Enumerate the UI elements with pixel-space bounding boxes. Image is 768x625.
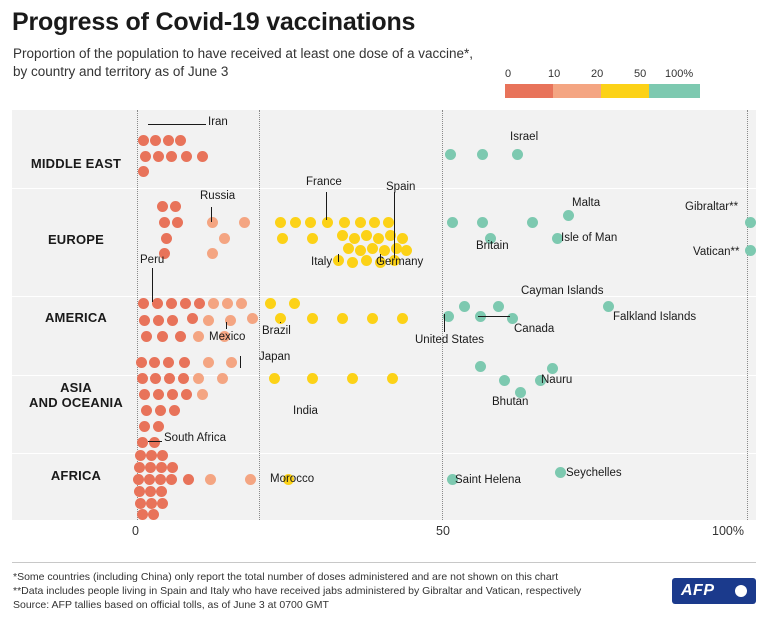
footer-divider: [12, 562, 756, 563]
legend-tick-labels: [505, 68, 700, 83]
x-axis-label-100: 100%: [712, 524, 744, 538]
data-point: [475, 361, 486, 372]
data-point: [152, 298, 163, 309]
data-point: [208, 298, 219, 309]
afp-logo-dot: [735, 585, 747, 597]
callout-brazil: Brazil: [262, 325, 291, 337]
legend-tick-20: 20: [591, 68, 604, 80]
footnote-1: *Some countries (including China) only report the total number of doses administered and are not shown on this chart: [13, 571, 559, 583]
data-point: [135, 498, 146, 509]
data-point: [355, 245, 366, 256]
data-point: [307, 373, 318, 384]
data-point: [163, 135, 174, 146]
data-point: [193, 373, 204, 384]
data-point: [197, 389, 208, 400]
data-point: [477, 217, 488, 228]
footnote-source: Source: AFP tallies based on official tolls, as of June 3 at 0700 GMT: [13, 599, 329, 611]
data-point: [277, 233, 288, 244]
data-point: [155, 474, 166, 485]
data-point: [163, 357, 174, 368]
callout-france: France: [306, 176, 342, 188]
leader-line-mexico: [226, 322, 227, 329]
legend-tick-10: 10: [548, 68, 561, 80]
data-point: [265, 298, 276, 309]
band-label-asia: ASIA: [60, 380, 92, 395]
data-point: [157, 331, 168, 342]
band-label-oceania: AND OCEANIA: [29, 395, 123, 410]
data-point-malta: [563, 210, 574, 221]
callout-seychelles: Seychelles: [566, 467, 622, 479]
data-point: [355, 217, 366, 228]
data-point: [170, 201, 181, 212]
afp-logo: [672, 578, 756, 604]
data-point: [183, 474, 194, 485]
callout-germany: Germany: [376, 256, 424, 268]
data-point: [180, 298, 191, 309]
data-point: [139, 315, 150, 326]
band-separator: [12, 375, 756, 376]
data-point: [219, 233, 230, 244]
data-point: [369, 217, 380, 228]
footnotes: [13, 570, 633, 612]
leader-line-spain: [394, 192, 395, 258]
data-point: [157, 201, 168, 212]
data-point: [383, 217, 394, 228]
data-point-cayman-islands: [493, 301, 504, 312]
data-point: [307, 313, 318, 324]
data-point: [289, 298, 300, 309]
callout-israel: Israel: [510, 131, 539, 143]
data-point: [361, 255, 372, 266]
data-point: [245, 474, 256, 485]
data-point: [137, 509, 148, 520]
data-point: [343, 243, 354, 254]
gridline-100: [747, 110, 749, 520]
data-point: [139, 389, 150, 400]
data-point: [181, 389, 192, 400]
callout-spain: Spain: [386, 181, 416, 193]
data-point: [141, 405, 152, 416]
data-point: [247, 313, 258, 324]
data-point: [337, 313, 348, 324]
leader-line-brazil: [280, 322, 281, 323]
data-point: [397, 233, 408, 244]
data-point: [134, 486, 145, 497]
leader-line-japan: [240, 356, 241, 368]
data-point: [145, 462, 156, 473]
legend-swatch-10-20: [553, 84, 601, 98]
data-point: [137, 373, 148, 384]
data-point-nauru: [547, 363, 558, 374]
data-point: [135, 450, 146, 461]
data-point: [153, 151, 164, 162]
data-point: [193, 331, 204, 342]
legend-swatch-0-10: [505, 84, 553, 98]
data-point: [146, 498, 157, 509]
data-point: [187, 313, 198, 324]
legend-tick-100: 100%: [665, 68, 694, 80]
band-label-asia-oceania: [16, 380, 136, 410]
data-point: [155, 405, 166, 416]
afp-logo-text: AFP: [681, 582, 715, 599]
data-point: [167, 315, 178, 326]
data-point: [197, 151, 208, 162]
band-separator: [12, 296, 756, 297]
data-point: [144, 474, 155, 485]
data-point: [138, 298, 149, 309]
callout-united-states: United States: [415, 334, 485, 346]
data-point: [164, 373, 175, 384]
leader-line-peru: [152, 268, 153, 302]
callout-falkland-islands: Falkland Islands: [613, 311, 697, 323]
data-point: [136, 357, 147, 368]
data-point-seychelles: [555, 467, 566, 478]
page-subtitle: Proportion of the population to have received at least one dose of a vaccine*, by country and territory as of June 3: [13, 46, 474, 79]
data-point: [217, 373, 228, 384]
data-point: [205, 474, 216, 485]
data-point: [290, 217, 301, 228]
band-separator: [12, 188, 756, 189]
leader-line-italy: [338, 254, 339, 262]
legend-color-bar: [505, 84, 700, 98]
data-point-iran: [150, 135, 161, 146]
data-point: [134, 462, 145, 473]
callout-malta: Malta: [572, 197, 601, 209]
data-point-south-africa: [137, 437, 148, 448]
data-point: [391, 243, 402, 254]
data-point: [459, 301, 470, 312]
data-point: [166, 298, 177, 309]
data-point-gibraltar: [745, 217, 756, 228]
data-point: [445, 149, 456, 160]
data-point: [149, 437, 160, 448]
callout-india: India: [293, 405, 318, 417]
data-point: [269, 373, 280, 384]
data-point-falkland-islands: [603, 301, 614, 312]
callout-mexico: Mexico: [209, 331, 246, 343]
data-point: [236, 298, 247, 309]
data-point: [367, 243, 378, 254]
data-point: [166, 474, 177, 485]
callout-morocco: Morocco: [270, 473, 315, 485]
data-point: [179, 357, 190, 368]
callout-japan: Japan: [259, 351, 291, 363]
data-point: [149, 357, 160, 368]
data-point: [347, 257, 358, 268]
data-point: [159, 217, 170, 228]
data-point: [194, 298, 205, 309]
footnote-2: **Data includes people living in Spain and Italy who have received jabs administered by Gibraltar and Vatican, respectively: [13, 585, 582, 597]
callout-bhutan: Bhutan: [492, 396, 529, 408]
callout-britain: Britain: [476, 240, 509, 252]
data-point: [307, 233, 318, 244]
callout-russia: Russia: [200, 190, 236, 202]
callout-italy: Italy: [311, 256, 333, 268]
data-point: [153, 315, 164, 326]
data-point: [148, 509, 159, 520]
data-point: [175, 331, 186, 342]
data-point: [166, 151, 177, 162]
data-point: [167, 389, 178, 400]
data-point: [138, 166, 149, 177]
data-point: [181, 151, 192, 162]
band-label-europe: EUROPE: [47, 232, 105, 247]
callout-isle-of-man: Isle of Man: [561, 232, 618, 244]
callout-canada: Canada: [514, 323, 555, 335]
data-point-russia: [207, 217, 218, 228]
legend-tick-0: 0: [505, 68, 512, 80]
data-point: [305, 217, 316, 228]
data-point: [239, 217, 250, 228]
legend-swatch-20-50: [601, 84, 649, 98]
data-point: [145, 486, 156, 497]
data-point: [337, 230, 348, 241]
leader-line-iran: [148, 124, 206, 125]
data-point: [367, 313, 378, 324]
callout-nauru: Nauru: [541, 374, 573, 386]
data-point: [527, 217, 538, 228]
callout-saint-helena: Saint Helena: [455, 474, 521, 486]
leader-line-south-africa: [148, 441, 162, 442]
data-point: [167, 462, 178, 473]
callout-south-africa: South Africa: [164, 432, 227, 444]
data-point: [207, 248, 218, 259]
callout-iran: Iran: [208, 116, 228, 128]
data-point: [373, 233, 384, 244]
band-label-africa: AFRICA: [50, 468, 102, 483]
callout-cayman-islands: Cayman Islands: [521, 285, 604, 297]
legend-tick-50: 50: [634, 68, 647, 80]
data-point: [499, 375, 510, 386]
data-point: [156, 486, 167, 497]
data-point: [339, 217, 350, 228]
data-point: [361, 230, 372, 241]
data-point: [203, 357, 214, 368]
data-point: [141, 331, 152, 342]
data-point: [387, 373, 398, 384]
data-point: [140, 151, 151, 162]
page-title: Progress of Covid-19 vaccinations: [12, 8, 416, 36]
data-point: [507, 313, 518, 324]
callout-gibraltar: Gibraltar**: [685, 201, 739, 213]
x-axis-label-50: 50: [436, 524, 450, 538]
data-point: [153, 421, 164, 432]
data-point: [139, 421, 150, 432]
leader-line-france: [326, 192, 327, 220]
data-point: [138, 135, 149, 146]
data-point-france: [322, 217, 333, 228]
data-point-india: [169, 405, 180, 416]
data-point: [203, 315, 214, 326]
band-label-america: AMERICA: [44, 310, 108, 325]
data-point: [175, 135, 186, 146]
data-point: [153, 389, 164, 400]
data-point: [397, 313, 408, 324]
data-point: [161, 233, 172, 244]
data-point: [157, 498, 168, 509]
data-point: [347, 373, 358, 384]
leader-line-canada: [478, 316, 510, 317]
data-point: [157, 450, 168, 461]
data-point: [146, 450, 157, 461]
data-point: [150, 373, 161, 384]
data-point: [156, 462, 167, 473]
data-point: [178, 373, 189, 384]
data-point: [172, 217, 183, 228]
data-point: [477, 149, 488, 160]
legend: [505, 68, 700, 98]
data-point: [275, 217, 286, 228]
data-point: [222, 298, 233, 309]
leader-line-russia: [211, 207, 212, 222]
band-label-middle-east: MIDDLE EAST: [30, 156, 122, 171]
callout-vatican: Vatican**: [693, 246, 740, 258]
x-axis-label-0: 0: [132, 524, 139, 538]
data-point: [133, 474, 144, 485]
band-separator: [12, 453, 756, 454]
leader-line-united-states: [444, 314, 445, 332]
data-point: [447, 217, 458, 228]
data-point-israel: [512, 149, 523, 160]
gridline-20: [259, 110, 261, 520]
data-point: [349, 233, 360, 244]
data-point: [401, 245, 412, 256]
data-point-vatican: [745, 245, 756, 256]
callout-peru: Peru: [140, 254, 165, 266]
legend-swatch-50-100: [649, 84, 700, 98]
data-point-japan: [226, 357, 237, 368]
